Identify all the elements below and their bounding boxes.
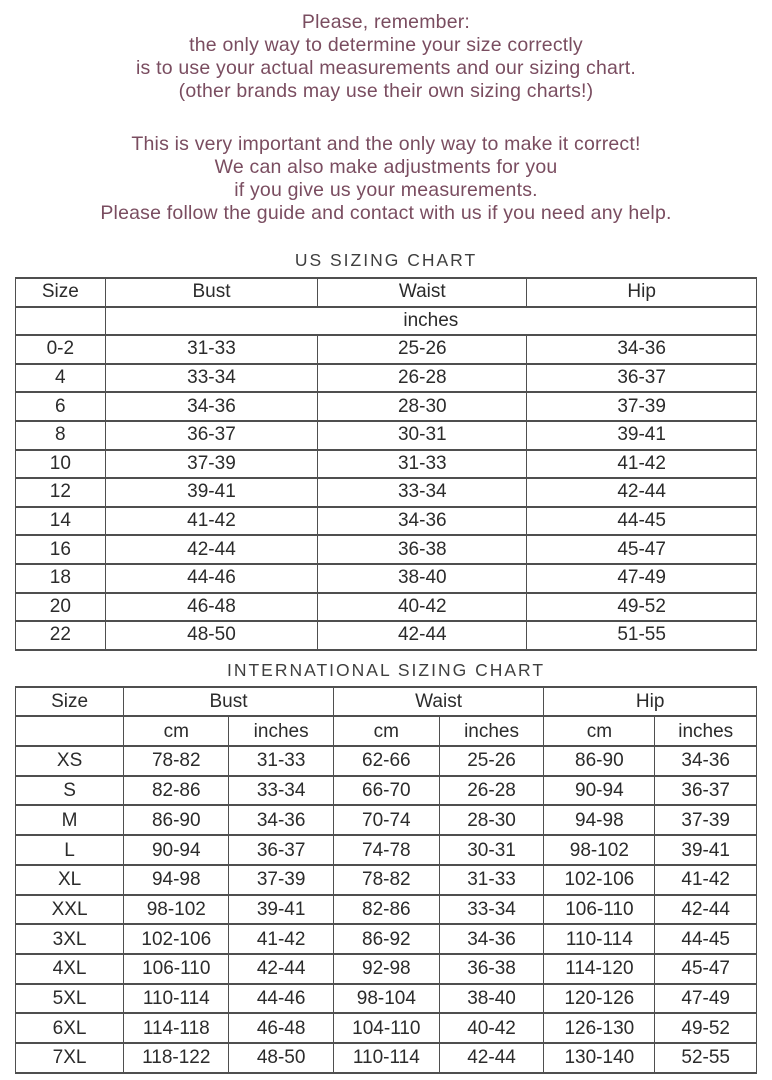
table-row <box>16 954 757 984</box>
measurement-cell: 45-47 <box>527 535 757 564</box>
measurement-cell: 49-52 <box>655 1013 757 1043</box>
measurement-cell: 34-36 <box>229 805 333 835</box>
measurement-cell: 40-42 <box>439 1013 543 1043</box>
intro-note <box>0 0 772 225</box>
measurement-cell: 30-31 <box>318 421 527 450</box>
measurement-cell: 48-50 <box>229 1043 333 1073</box>
measurement-cell: 74-78 <box>333 835 439 865</box>
measurement-cell: 52-55 <box>655 1043 757 1073</box>
unit-label-cell: inches <box>655 716 757 746</box>
measurement-cell: 36-37 <box>105 421 318 450</box>
table-row <box>16 421 757 450</box>
measurement-cell: 46-48 <box>229 1013 333 1043</box>
intro-line: This is very important and the only way to make it correct! <box>131 133 641 155</box>
measurement-cell: 98-104 <box>333 984 439 1014</box>
size-cell: XXL <box>16 895 124 925</box>
table-row <box>16 865 757 895</box>
column-header-hip: Hip <box>544 687 757 717</box>
measurement-cell: 39-41 <box>105 478 318 507</box>
measurement-cell: 38-40 <box>439 984 543 1014</box>
size-cell: S <box>16 776 124 806</box>
measurement-cell: 33-34 <box>439 895 543 925</box>
size-cell: 6XL <box>16 1013 124 1043</box>
intro-line: the only way to determine your size correctly <box>189 34 583 56</box>
measurement-cell: 30-31 <box>439 835 543 865</box>
measurement-cell: 130-140 <box>544 1043 655 1073</box>
measurement-cell: 39-41 <box>655 835 757 865</box>
measurement-cell: 33-34 <box>105 364 318 393</box>
measurement-cell: 37-39 <box>527 392 757 421</box>
measurement-cell: 114-118 <box>124 1013 229 1043</box>
measurement-cell: 31-33 <box>105 335 318 364</box>
table-row <box>16 535 757 564</box>
size-cell: 4 <box>16 364 106 393</box>
intro-line: (other brands may use their own sizing charts!) <box>178 80 594 102</box>
intro-line: is to use your actual measurements and our sizing chart. <box>135 57 637 79</box>
intl-table-body <box>16 746 757 1073</box>
measurement-cell: 86-92 <box>333 924 439 954</box>
measurement-cell: 34-36 <box>439 924 543 954</box>
us-chart-title: US SIZING CHART <box>294 250 478 270</box>
measurement-cell: 86-90 <box>544 746 655 776</box>
measurement-cell: 102-106 <box>124 924 229 954</box>
measurement-cell: 41-42 <box>229 924 333 954</box>
measurement-cell: 98-102 <box>544 835 655 865</box>
us-table-header-row <box>16 278 757 307</box>
size-cell: 4XL <box>16 954 124 984</box>
measurement-cell: 26-28 <box>318 364 527 393</box>
measurement-cell: 26-28 <box>439 776 543 806</box>
table-row <box>16 621 757 650</box>
measurement-cell: 114-120 <box>544 954 655 984</box>
measurement-cell: 37-39 <box>655 805 757 835</box>
table-row <box>16 746 757 776</box>
empty-cell <box>16 307 106 336</box>
measurement-cell: 126-130 <box>544 1013 655 1043</box>
size-cell: 20 <box>16 593 106 622</box>
measurement-cell: 34-36 <box>527 335 757 364</box>
intl-table-unit-row <box>16 716 757 746</box>
measurement-cell: 36-37 <box>527 364 757 393</box>
intro-line: We can also make adjustments for you <box>214 156 558 178</box>
column-header-waist: Waist <box>333 687 543 717</box>
us-table-unit-row <box>16 307 757 336</box>
size-cell: 6 <box>16 392 106 421</box>
measurement-cell: 36-37 <box>655 776 757 806</box>
measurement-cell: 45-47 <box>655 954 757 984</box>
measurement-cell: 66-70 <box>333 776 439 806</box>
measurement-cell: 33-34 <box>229 776 333 806</box>
measurement-cell: 34-36 <box>655 746 757 776</box>
measurement-cell: 40-42 <box>318 593 527 622</box>
intro-line: Please follow the guide and contact with us if you need any help. <box>100 202 672 224</box>
column-header-bust: Bust <box>124 687 334 717</box>
unit-label-cell: inches <box>229 716 333 746</box>
table-row <box>16 507 757 536</box>
table-row <box>16 924 757 954</box>
measurement-cell: 37-39 <box>229 865 333 895</box>
intl-sizing-table <box>15 686 757 1074</box>
table-row <box>16 835 757 865</box>
measurement-cell: 90-94 <box>544 776 655 806</box>
measurement-cell: 104-110 <box>333 1013 439 1043</box>
measurement-cell: 82-86 <box>333 895 439 925</box>
size-cell: 14 <box>16 507 106 536</box>
measurement-cell: 48-50 <box>105 621 318 650</box>
size-cell: 10 <box>16 450 106 479</box>
table-row <box>16 450 757 479</box>
measurement-cell: 36-38 <box>439 954 543 984</box>
measurement-cell: 36-38 <box>318 535 527 564</box>
measurement-cell: 78-82 <box>333 865 439 895</box>
measurement-cell: 62-66 <box>333 746 439 776</box>
size-cell: 16 <box>16 535 106 564</box>
measurement-cell: 49-52 <box>527 593 757 622</box>
empty-cell <box>16 716 124 746</box>
column-header-waist: Waist <box>318 278 527 307</box>
column-header-size: Size <box>16 687 124 717</box>
measurement-cell: 33-34 <box>318 478 527 507</box>
measurement-cell: 39-41 <box>229 895 333 925</box>
measurement-cell: 38-40 <box>318 564 527 593</box>
size-cell: 12 <box>16 478 106 507</box>
table-row <box>16 593 757 622</box>
column-header-bust: Bust <box>105 278 318 307</box>
measurement-cell: 42-44 <box>655 895 757 925</box>
measurement-cell: 102-106 <box>544 865 655 895</box>
table-row <box>16 392 757 421</box>
measurement-cell: 31-33 <box>318 450 527 479</box>
intl-table-header-row <box>16 687 757 717</box>
measurement-cell: 42-44 <box>105 535 318 564</box>
measurement-cell: 106-110 <box>124 954 229 984</box>
unit-label-cell: inches <box>105 307 756 336</box>
column-header-size: Size <box>16 278 106 307</box>
measurement-cell: 90-94 <box>124 835 229 865</box>
measurement-cell: 36-37 <box>229 835 333 865</box>
table-row <box>16 478 757 507</box>
intro-line: Please, remember: <box>301 11 471 33</box>
measurement-cell: 42-44 <box>318 621 527 650</box>
measurement-cell: 78-82 <box>124 746 229 776</box>
measurement-cell: 82-86 <box>124 776 229 806</box>
size-cell: 3XL <box>16 924 124 954</box>
size-cell: 22 <box>16 621 106 650</box>
measurement-cell: 44-46 <box>105 564 318 593</box>
table-row <box>16 1043 757 1073</box>
intro-line: if you give us your measurements. <box>234 179 538 201</box>
measurement-cell: 42-44 <box>229 954 333 984</box>
us-sizing-table <box>15 277 757 651</box>
size-cell: 8 <box>16 421 106 450</box>
measurement-cell: 31-33 <box>229 746 333 776</box>
measurement-cell: 39-41 <box>527 421 757 450</box>
measurement-cell: 92-98 <box>333 954 439 984</box>
measurement-cell: 47-49 <box>655 984 757 1014</box>
measurement-cell: 106-110 <box>544 895 655 925</box>
table-row <box>16 895 757 925</box>
measurement-cell: 37-39 <box>105 450 318 479</box>
measurement-cell: 47-49 <box>527 564 757 593</box>
measurement-cell: 41-42 <box>655 865 757 895</box>
measurement-cell: 120-126 <box>544 984 655 1014</box>
measurement-cell: 34-36 <box>318 507 527 536</box>
measurement-cell: 110-114 <box>124 984 229 1014</box>
us-table-body <box>16 335 757 650</box>
measurement-cell: 98-102 <box>124 895 229 925</box>
measurement-cell: 25-26 <box>439 746 543 776</box>
measurement-cell: 46-48 <box>105 593 318 622</box>
size-cell: 5XL <box>16 984 124 1014</box>
table-row <box>16 335 757 364</box>
size-cell: 18 <box>16 564 106 593</box>
unit-label-cell: cm <box>124 716 229 746</box>
measurement-cell: 110-114 <box>333 1043 439 1073</box>
measurement-cell: 94-98 <box>124 865 229 895</box>
measurement-cell: 44-46 <box>229 984 333 1014</box>
measurement-cell: 25-26 <box>318 335 527 364</box>
size-cell: 7XL <box>16 1043 124 1073</box>
intl-chart-title: INTERNATIONAL SIZING CHART <box>226 659 546 680</box>
measurement-cell: 41-42 <box>527 450 757 479</box>
table-row <box>16 984 757 1014</box>
measurement-cell: 41-42 <box>105 507 318 536</box>
size-cell: L <box>16 835 124 865</box>
measurement-cell: 51-55 <box>527 621 757 650</box>
measurement-cell: 31-33 <box>439 865 543 895</box>
measurement-cell: 42-44 <box>527 478 757 507</box>
table-row <box>16 364 757 393</box>
measurement-cell: 118-122 <box>124 1043 229 1073</box>
table-row <box>16 564 757 593</box>
size-cell: M <box>16 805 124 835</box>
unit-label-cell: inches <box>439 716 543 746</box>
column-header-hip: Hip <box>527 278 757 307</box>
size-cell: XL <box>16 865 124 895</box>
measurement-cell: 34-36 <box>105 392 318 421</box>
table-row <box>16 776 757 806</box>
measurement-cell: 28-30 <box>439 805 543 835</box>
measurement-cell: 110-114 <box>544 924 655 954</box>
measurement-cell: 44-45 <box>655 924 757 954</box>
table-row <box>16 805 757 835</box>
intro-note-second <box>0 133 772 225</box>
measurement-cell: 86-90 <box>124 805 229 835</box>
unit-label-cell: cm <box>333 716 439 746</box>
size-cell: XS <box>16 746 124 776</box>
measurement-cell: 70-74 <box>333 805 439 835</box>
measurement-cell: 94-98 <box>544 805 655 835</box>
measurement-cell: 28-30 <box>318 392 527 421</box>
size-cell: 0-2 <box>16 335 106 364</box>
table-row <box>16 1013 757 1043</box>
unit-label-cell: cm <box>544 716 655 746</box>
measurement-cell: 42-44 <box>439 1043 543 1073</box>
measurement-cell: 44-45 <box>527 507 757 536</box>
